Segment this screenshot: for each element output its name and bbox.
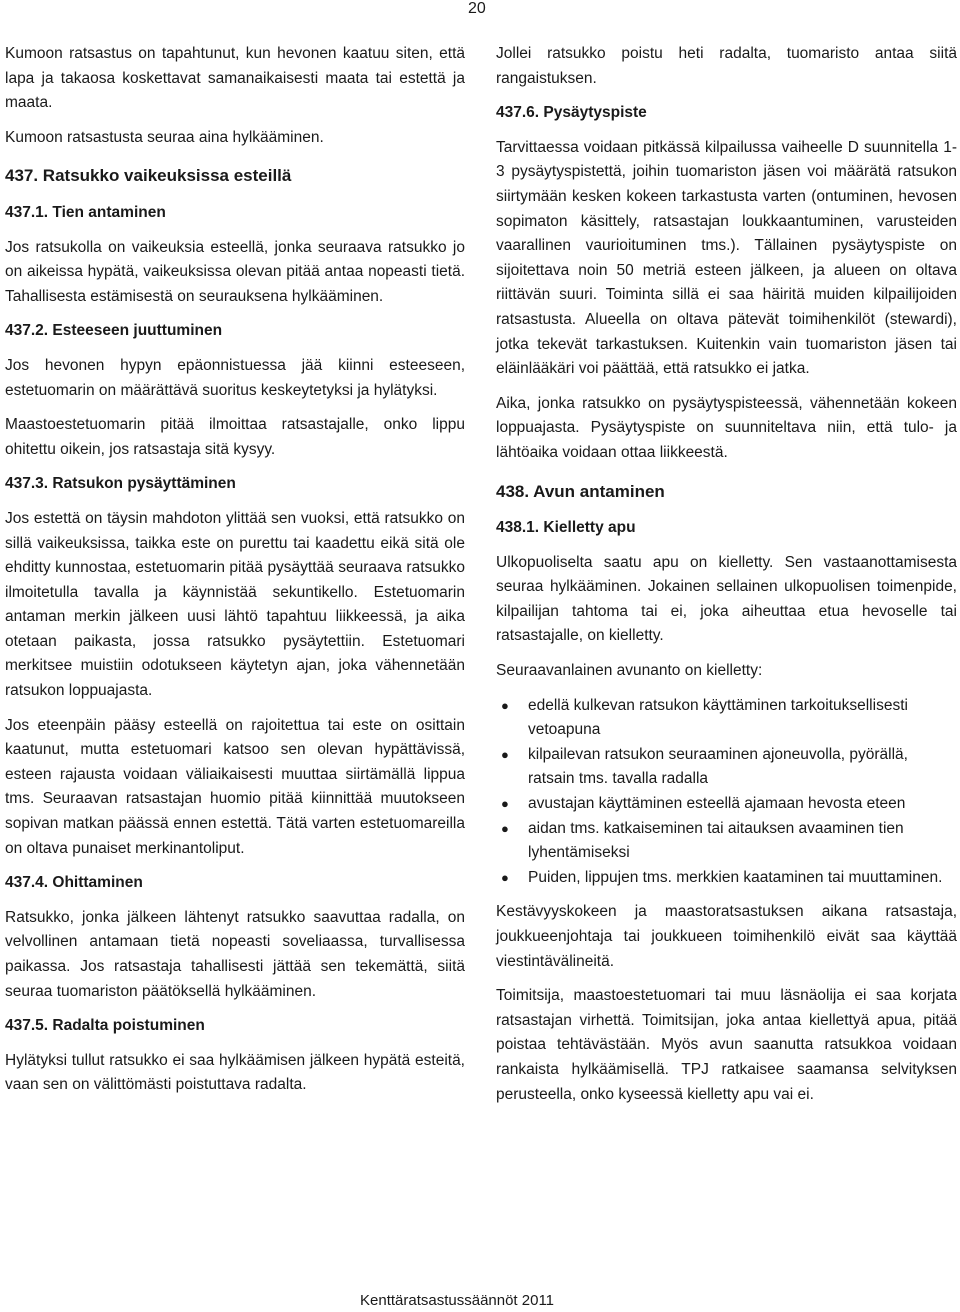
list-item-text: Puiden, lippujen tms. merkkien kaataminen tai muuttaminen. <box>528 868 943 886</box>
heading-437-2: 437.2. Esteeseen juuttuminen <box>5 322 223 340</box>
heading-438: 438. Avun antaminen <box>496 481 665 501</box>
page-number: 20 <box>468 0 486 17</box>
list-item-text: kilpailevan ratsukon seuraaminen ajoneuvolla, pyörällä, ratsain tms. tavalla radalla <box>528 745 908 788</box>
heading-437-6: 437.6. Pysäytyspiste <box>496 104 647 122</box>
bullet-icon: ● <box>501 746 509 762</box>
paragraph-437-4: Ratsukko, jonka jälkeen lähtenyt ratsukko saavuttaa radalla, on velvollinen antamaan tietä nopeasti soveliaassa, turvallisessa paikassa. Jos ratsastaja tahallisesti jättää sen tekemättä, siitä seuraa tuomariston päätöksellä hylkääminen. <box>5 908 465 1000</box>
paragraph-437-2a: Jos hevonen hypyn epäonnistuessa jää kiinni esteeseen, estetuomarin on määrättävä suoritus keskeytetyksi ja hylätyksi. <box>5 356 465 399</box>
heading-437: 437. Ratsukko vaikeuksissa esteillä <box>5 166 292 186</box>
list-item <box>496 743 957 792</box>
paragraph-437-2b: Maastoestetuomarin pitää ilmoittaa ratsastajalle, onko lippu ohitettu oikein, jos ratsastaja sitä kysyy. <box>5 416 465 458</box>
paragraph-438-1d: Toimitsija, maastoestetuomari tai muu läsnäolija ei saa korjata ratsastajan virhettä. Toimitsijan, joka antaa kiellettyä apua, pitää poistaa tehtävästään. Myös avun saanutta ratsukkoa voidaan rankaista hylkäämisellä. TPJ ratkaisee saamansa selvityksen perusteella, onko kyseessä kielletty apu vai ei. <box>496 987 957 1103</box>
paragraph-437-3b: Jos eteenpäin pääsy esteellä on rajoitettua tai este on osittain kaatunut, mutta estetuomari katsoo sen olevan hypättävissä, esteen rajausta voidaan väliaikaisesti muuttaa siirtämällä lippua tms. Seuraavan ratsastajan huomio pitää kiinnittää muutokseen sopivan matkan päässä ennen estettä. Tätä varten estetuomareilla on oltava punaiset merkinantoliput. <box>5 716 465 857</box>
list-item-text: aidan tms. katkaiseminen tai aitauksen avaaminen tien lyhentämiseksi <box>528 819 904 862</box>
bullet-icon: ● <box>501 796 509 812</box>
bullet-icon: ● <box>501 820 509 836</box>
heading-437-5: 437.5. Radalta poistuminen <box>5 1017 205 1035</box>
bullet-icon: ● <box>501 869 509 885</box>
left-column <box>5 42 465 1108</box>
paragraph-437-6b: Aika, jonka ratsukko on pysäytyspisteessä, vähennetään kokeen loppuajasta. Pysäytyspiste on suunniteltava niin, että tulo- ja lähtöaika voidaan ottaa liikkeestä. <box>496 394 957 461</box>
list-item <box>496 817 957 866</box>
paragraph-438-1c: Kestävyyskokeen ja maastoratsastuksen aikana ratsastaja, joukkueenjohtaja tai joukkueen toimihenkilö eivät saa käyttää viestintävälineitä. <box>496 903 957 970</box>
list-item-text: edellä kulkevan ratsukon käyttäminen tarkoituksellisesti vetoapuna <box>528 696 908 739</box>
heading-437-3: 437.3. Ratsukon pysäyttäminen <box>5 475 236 493</box>
list-item <box>496 866 957 891</box>
paragraph-437-5: Hylätyksi tullut ratsukko ei saa hylkäämisen jälkeen hypätä esteitä, vaan sen on välittömästi poistuttava radalta. <box>5 1051 465 1094</box>
heading-437-4: 437.4. Ohittaminen <box>5 874 143 892</box>
paragraph-437-6a: Tarvittaessa voidaan pitkässä kilpailussa vaiheelle D suunnitella 1-3 pysäytyspistettä, joihin tuomariston jäsen voi määrätä ratsukon siirtymään kesken kokeen tarkastusta varten (ontuminen, hevosen sopimaton käsittely, ratsastajan loukkaantuminen, varusteiden vaarallinen vaurioituminen tms.). Tällainen pysäytyspiste on sijoitettava noin 50 metriä esteen jälkeen, ja alueen on oltava riittävän suuri. Toiminta sillä ei saa häiritä muiden kilpailijoiden ratsastusta. Alueella on oltava pätevät toimihenkilöt (stewardi), jotka tekevät tarkastuksen. Kuitenkin vain tuomariston jäsen tai eläinlääkäri voi päättää, että ratsukko ei jatka. <box>496 138 957 378</box>
page-footer: Kenttäratsastussäännöt 2011 <box>360 1292 555 1309</box>
paragraph-438-1b: Seuraavanlainen avunanto on kielletty: <box>496 662 763 680</box>
right-column <box>496 42 957 1117</box>
heading-437-1: 437.1. Tien antaminen <box>5 203 166 221</box>
paragraph-437-3a: Jos estettä on täysin mahdoton ylittää sen vuoksi, että ratsukko on sillä vaikeuksissa, taikka este on purettu tai kaadettu eikä sitä ole ehditty kunnostaa, estetuomarin pitää pysäyttää seuraava ratsukko ilmoitetulla tavalla ja käynnistää sekuntikello. Estetuomarin antaman merkin jälkeen uusi lähtö tapahtuu liikkeessä, ja aika otetaan paikasta, jossa ratsukko pysäytettiin. Estetuomari merkitsee muistiin odotukseen käytetyn ajan, joka vähennetään ratsukon loppuajasta. <box>5 509 465 700</box>
bullet-icon: ● <box>501 697 509 713</box>
paragraph-438-1a: Ulkopuoliselta saatu apu on kielletty. Sen vastaanottamisesta seuraa hylkääminen. Jokainen sellainen ulkopuolisen toimenpide, kilpailijan tahtoma tai ei, joka aiheuttaa etua hevoselle tai ratsastajalle, on kielletty. <box>496 553 957 645</box>
paragraph-fall-definition: Kumoon ratsastus on tapahtunut, kun hevonen kaatuu siten, että lapa ja takaosa koskettavat samanaikaisesti maata tai estettä ja maata. <box>5 45 465 112</box>
paragraph-fall-consequence: Kumoon ratsastusta seuraa aina hylkääminen. <box>5 128 324 146</box>
paragraph-437-5-continued: Jollei ratsukko poistu heti radalta, tuomaristo antaa siitä rangaistuksen. <box>496 45 957 87</box>
prohibited-help-list <box>496 694 957 891</box>
list-item <box>496 792 957 817</box>
heading-438-1: 438.1. Kielletty apu <box>496 519 636 537</box>
paragraph-437-1: Jos ratsukolla on vaikeuksia esteellä, jonka seuraava ratsukko jo on aikeissa hypätä, vaikeuksissa olevan pitää antaa nopeasti tietä. Tahallisesta estämisestä on seurauksena hylkääminen. <box>5 238 465 305</box>
list-item-text: avustajan käyttäminen esteellä ajamaan hevosta eteen <box>528 795 906 813</box>
list-item <box>496 694 957 743</box>
